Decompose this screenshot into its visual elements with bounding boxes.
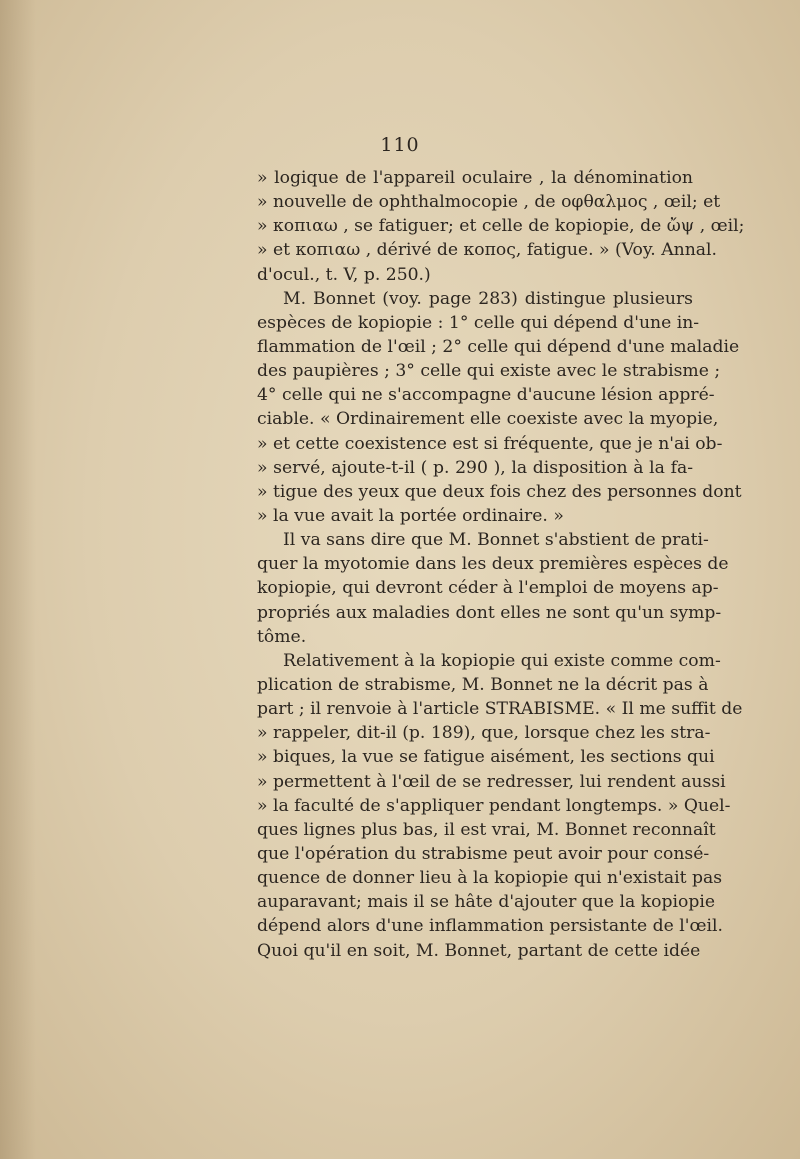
text-line: » et κοπιαω , dérivé de κοπος, fatigue. » (Voy. Annal.	[257, 240, 717, 261]
text-line: d'ocul., t. V, p. 250.)	[257, 264, 431, 285]
text-line: quer la myotomie dans les deux premières espèces de	[257, 554, 729, 575]
text-line: » et cette coexistence est si fréquente, que je n'ai ob-	[257, 433, 723, 454]
text-line: auparavant; mais il se hâte d'ajouter que la kopiopie	[257, 892, 715, 913]
text-line: flammation de l'œil ; 2° celle qui dépend d'une maladie	[257, 336, 740, 357]
text-line: tôme.	[257, 626, 307, 647]
text-line: » κοπιαω , se fatiguer; et celle de kopiopie, de ὤψ , œil;	[257, 216, 745, 237]
binding-shadow	[0, 0, 36, 1159]
text-line: ciable. « Ordinairement elle coexiste avec la myopie,	[257, 409, 719, 430]
text-line: quence de donner lieu à la kopiopie qui n'existait pas	[257, 868, 723, 889]
text-line: des paupières ; 3° celle qui existe avec le strabisme ;	[257, 361, 721, 382]
text-line: kopiopie, qui devront céder à l'emploi de moyens ap-	[257, 578, 719, 599]
text-line: » la vue avait la portée ordinaire. »	[257, 505, 564, 526]
text-line: plication de strabisme, M. Bonnet ne la décrit pas à	[257, 674, 709, 695]
text-line: que l'opération du strabisme peut avoir pour consé-	[257, 843, 710, 864]
text-line: Relativement à la kopiopie qui existe comme com-	[283, 650, 721, 671]
text-line: propriés aux maladies dont elles ne sont qu'un symp-	[257, 602, 722, 623]
text-line: dépend alors d'une inflammation persistante de l'œil.	[257, 916, 723, 937]
text-line: ques lignes plus bas, il est vrai, M. Bonnet reconnaît	[257, 819, 716, 840]
text-line: 4° celle qui ne s'accompagne d'aucune lésion appré-	[257, 385, 715, 406]
page-number: 110	[380, 134, 420, 156]
text-line: » logique de l'appareil oculaire , la dénomination	[257, 168, 693, 188]
text-line: » servé, ajoute-t-il ( p. 290 ), la disposition à la fa-	[257, 457, 693, 478]
text-line: » nouvelle de ophthalmocopie , de οφθαλμος , œil; et	[257, 192, 721, 213]
body-text	[257, 166, 745, 963]
text-line: » biques, la vue se fatigue aisément, les sections qui	[257, 747, 715, 768]
text-line: Il va sans dire que M. Bonnet s'abstient de prati-	[283, 530, 709, 551]
text-line: » tigue des yeux que deux fois chez des personnes dont	[257, 481, 742, 502]
text-line: Quoi qu'il en soit, M. Bonnet, partant de cette idée	[257, 940, 701, 961]
text-line: espèces de kopiopie : 1° celle qui dépend d'une in-	[257, 312, 700, 333]
text-line: » rappeler, dit-il (p. 189), que, lorsque chez les stra-	[257, 723, 711, 744]
text-line: M. Bonnet (voy. page 283) distingue plusieurs	[283, 288, 693, 309]
text-line: » la faculté de s'appliquer pendant longtemps. » Quel-	[257, 795, 731, 816]
text-line: part ; il renvoie à l'article STRABISME. « Il me suffit de	[257, 699, 743, 720]
text-line: » permettent à l'œil de se redresser, lui rendent aussi	[257, 771, 726, 792]
